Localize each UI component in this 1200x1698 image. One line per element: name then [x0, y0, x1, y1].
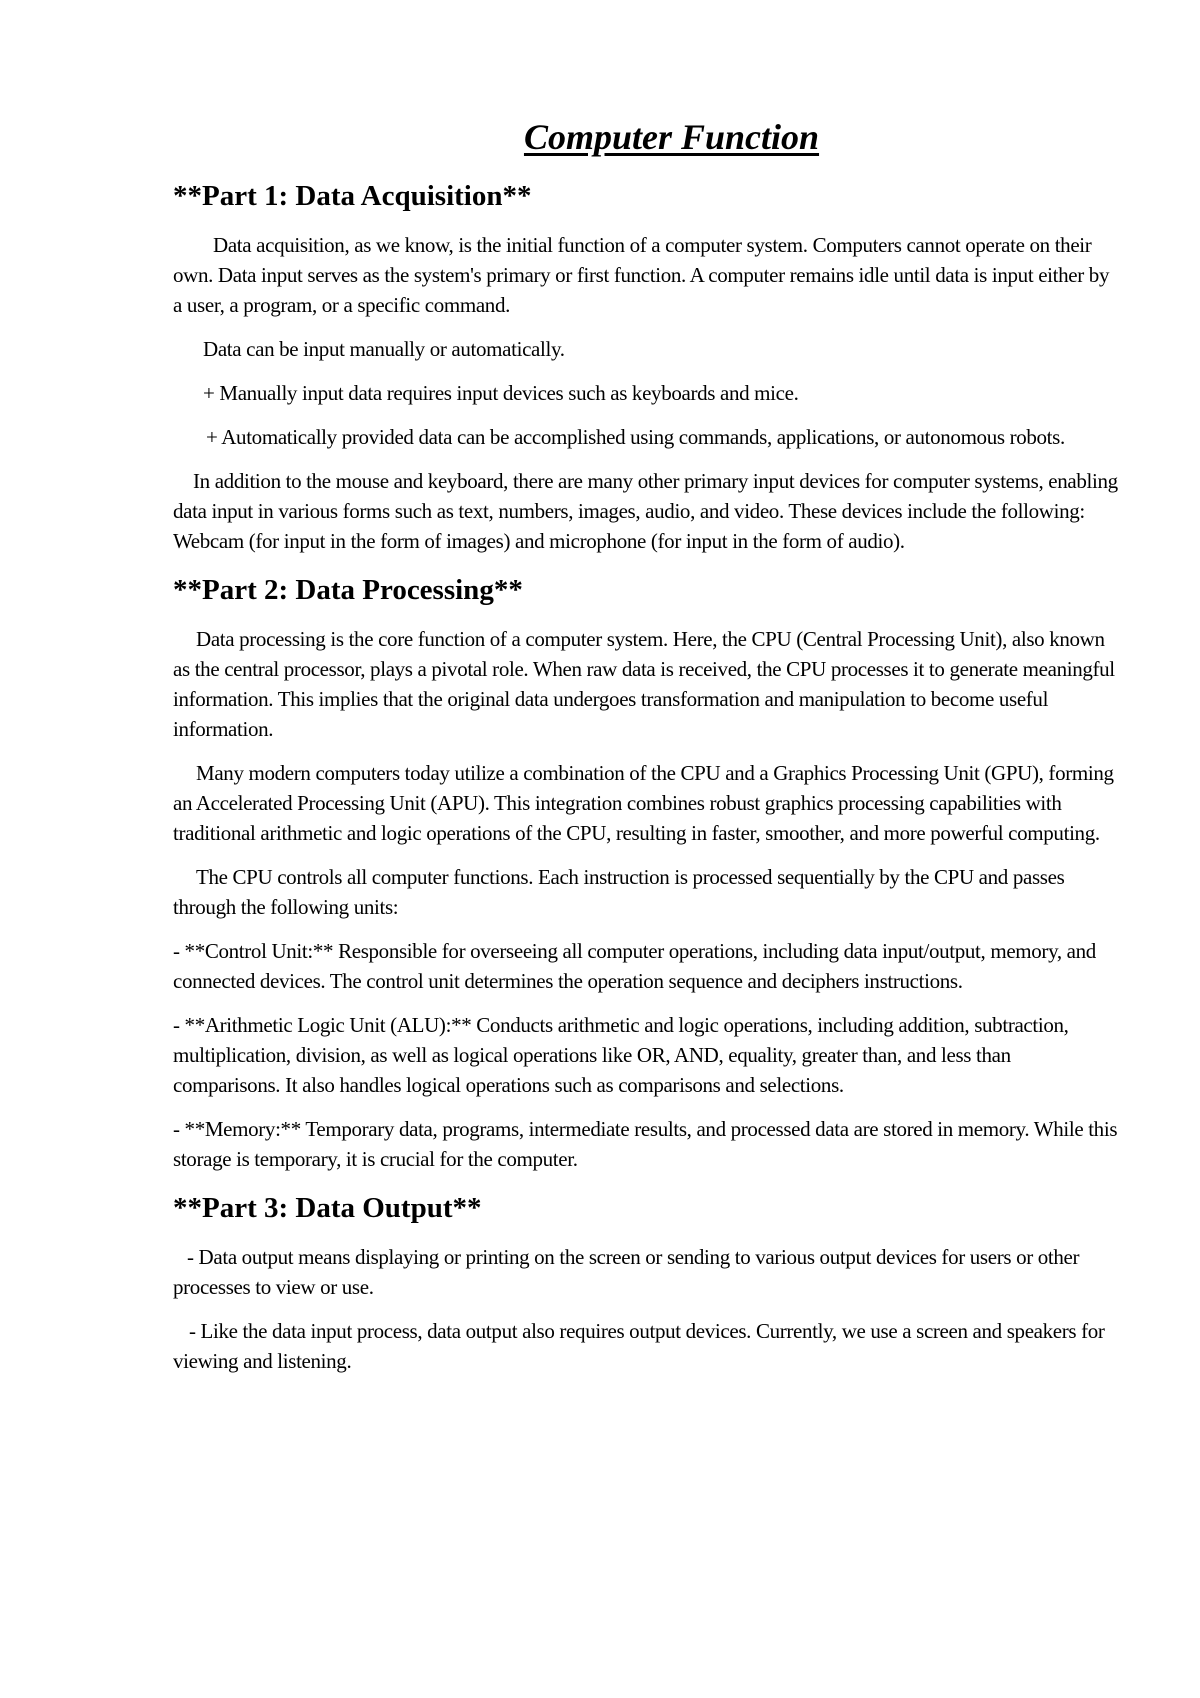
part-1-paragraph: Data acquisition, as we know, is the initial function of a computer system. Computers cannot operate on their own. Data input serves as the system's primary or first function. A computer remains idle until data is input either by a user, a program, or a specific command. [173, 233, 1110, 317]
part-3-list-item: - Like the data input process, data output also requires output devices. Currently, we use a screen and speakers for viewing and listening. [173, 1319, 1105, 1373]
part-2-paragraph: Data processing is the core function of a computer system. Here, the CPU (Central Processing Unit), also known as the central processor, plays a pivotal role. When raw data is received, the CPU processes it to generate meaningful information. This implies that the original data undergoes transformation and manipulation to become useful information. [173, 627, 1115, 741]
part-3-list-item: - Data output means displaying or printing on the screen or sending to various output devices for users or other processes to view or use. [173, 1245, 1080, 1299]
part-2-heading: **Part 2: Data Processing** [173, 574, 523, 606]
part-2-list-item: - **Arithmetic Logic Unit (ALU):** Conducts arithmetic and logic operations, including addition, subtraction, multiplication, division, as well as logical operations like OR, AND, equality, greater than, and less than comparisons. It also handles logical operations such as comparisons and selections. [173, 1013, 1069, 1097]
part-1-bullet: + Automatically provided data can be accomplished using commands, applications, or autonomous robots. [206, 425, 1065, 449]
part-2-paragraph: Many modern computers today utilize a combination of the CPU and a Graphics Processing Unit (GPU), forming an Accelerated Processing Unit (APU). This integration combines robust graphics processing capabilities with traditional arithmetic and logic operations of the CPU, resulting in faster, smoother, and more powerful computing. [173, 761, 1114, 845]
part-1-heading: **Part 1: Data Acquisition** [173, 180, 532, 212]
document-title: Computer Function [523, 117, 820, 157]
part-1-paragraph: In addition to the mouse and keyboard, there are many other primary input devices for computer systems, enabling data input in various forms such as text, numbers, images, audio, and video. These devices include the following: Webcam (for input in the form of images) and microphone (for input in the form of audio). [173, 469, 1118, 553]
part-1-paragraph: Data can be input manually or automatically. [203, 337, 565, 361]
part-2-list-item: - **Control Unit:** Responsible for overseeing all computer operations, including data input/output, memory, and connected devices. The control unit determines the operation sequence and deciphers instructions. [173, 939, 1096, 993]
part-3-heading: **Part 3: Data Output** [173, 1192, 482, 1224]
part-1-bullet: + Manually input data requires input devices such as keyboards and mice. [203, 381, 799, 405]
part-2-paragraph: The CPU controls all computer functions. Each instruction is processed sequentially by the CPU and passes through the following units: [173, 865, 1065, 919]
part-2-list-item: - **Memory:** Temporary data, programs, intermediate results, and processed data are stored in memory. While this storage is temporary, it is crucial for the computer. [173, 1117, 1118, 1171]
